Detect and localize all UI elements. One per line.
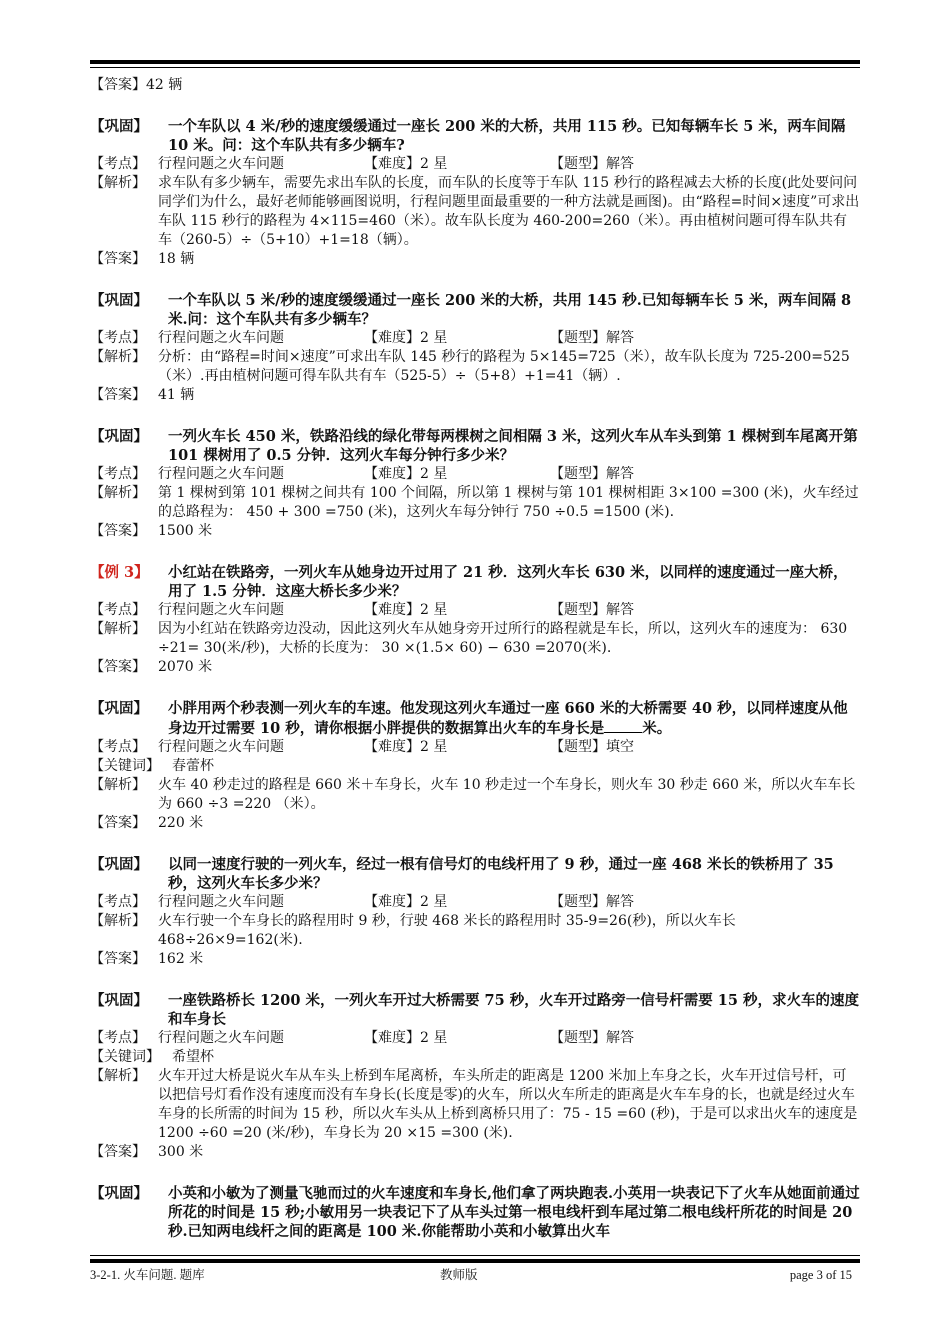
gonggu-tag: 【巩固】 <box>90 118 148 135</box>
answer-row: 【答案】 41 辆 <box>90 387 195 403</box>
footer-left: 3-2-1. 火车问题. 题库 <box>90 1268 205 1282</box>
question-3: 【巩固】 一列火车长 450 米，铁路沿线的绿化带每两棵树之间相隔 3 米，这列火车从车头到第 1 棵树到车尾离开第 101 棵树用了 0.5 分钟．这列火车每分钟行多少米？ <box>90 427 860 465</box>
example-3 <box>90 563 860 601</box>
header-rule-thick <box>90 60 860 64</box>
jiexi-row: 【解析】 第 1 棵树到第 101 棵树之间共有 100 个间隔，所以第 1 棵树与第 101 棵树相距 3×100 =300 (米)，火车经过的总路程为： 450 + 300 =750 (米)，这列火车每分钟行 750 ÷0.5 =1500 (米). <box>90 485 859 520</box>
example-tag: 【例 3】 <box>90 564 149 581</box>
meta-row: 【考点】 行程问题之火车问题 【难度】 2 星 【题型】 解答 <box>90 602 634 618</box>
question-8: 【巩固】 小英和小敏为了测量飞驰而过的火车速度和车身长,他们拿了两块跑表.小英用一块表记下了火车从她面前通过所花的时间是 15 秒;小敏用另一块表记下了从车头过第一根电线杆到车尾过第二根电线杆所花的时间是 20 秒.已知两电线杆之间的距离是 100 米.你能帮助小英和小敏算出火车 <box>90 1185 860 1240</box>
question-text: 小英和小敏为了测量飞驰而过的火车速度和车身长,他们拿了两块跑表.小英用一块表记下了火车从她面前通过所花的时间是 15 秒;小敏用另一块表记下了从车头过第一根电线杆到车尾过第二根电线杆所花的时间是 20 秒.已知两电线杆之间的距离是 100 米.你能帮助小英和小敏算出火车 <box>168 1185 860 1240</box>
footer-rule-thin <box>90 1255 860 1256</box>
footer-rule-thick <box>90 1259 860 1263</box>
jiexi-row: 【解析】 火车行驶一个车身长的路程用时 9 秒，行驶 468 米长的路程用时 35-9=26(秒)，所以火车长 468÷26×9=162(米). <box>90 913 736 948</box>
question-text: 一列火车长 450 米，铁路沿线的绿化带每两棵树之间相隔 3 米，这列火车从车头到第 1 棵树到车尾离开第 101 棵树用了 0.5 分钟．这列火车每分钟行多少米？ <box>168 428 858 464</box>
keyword-row: 【关键词】 希望杯 <box>90 1049 214 1065</box>
answer-row: 【答案】 300 米 <box>90 1144 204 1160</box>
jiexi-text: 求车队有多少辆车，需要先求出车队的长度，而车队的长度等于车队 115 秒行的路程减去大桥的长度(此处要问问同学们为什么，最好老师能够画图说明，行程问题里面最重要的一种方法就是画图)。由“路程=时间×速度”可求出车队 115 秒行的路程为 4×115=460（米）。故车队长度为 460-200=260（米）。再由植树问题可得车队共有车（260-5）÷（5+10）+1=18（辆）。 <box>158 175 860 248</box>
jiexi-row: 【解析】 火车 40 秒走过的路程是 660 米＋车身长，火车 10 秒走过一个车身长，则火车 30 秒走 660 米，所以火车车长为 660 ÷3 =220 （米）。 <box>90 777 856 812</box>
answer-row: 【答案】 18 辆 <box>90 250 860 269</box>
footer-center: 教师版 <box>440 1268 478 1282</box>
nandu-value: 2 星 <box>420 156 448 172</box>
question-text: 以同一速度行驶的一列火车，经过一根有信号灯的电线杆用了 9 秒，通过一座 468 米长的铁桥用了 35 秒，这列火车长多少米？ <box>168 856 834 892</box>
fill-blank <box>604 718 642 733</box>
page-number: page 3 of 15 <box>789 1268 852 1282</box>
question-6: 【巩固】 以同一速度行驶的一列火车，经过一根有信号灯的电线杆用了 9 秒，通过一座 468 米长的铁桥用了 35 秒，这列火车长多少米？ <box>90 855 860 893</box>
meta-row: 【考点】 行程问题之火车问题 【难度】 2 星 【题型】 解答 <box>90 1030 634 1046</box>
answer-row: 【答案】 220 米 <box>90 815 204 831</box>
content <box>90 76 860 1241</box>
answer-row: 【答案】 2070 米 <box>90 659 213 675</box>
header-rule-thin <box>90 67 860 68</box>
jiexi-row: 【解析】 求车队有多少辆车，需要先求出车队的长度，而车队的长度等于车队 115 秒行的路程减去大桥的长度(此处要问问同学们为什么，最好老师能够画图说明，行程问题里面最重要的一种方法就是画图)。由“路程=时间×速度”可求出车队 115 秒行的路程为 4×115=460（米）。故车队长度为 460-200=260（米）。再由植树问题可得车队共有车（260-5）÷（5+10）+1=18（辆）。 <box>90 175 860 248</box>
question-text: 小红站在铁路旁，一列火车从她身边开过用了 21 秒．这列火车长 630 米，以同样的速度通过一座大桥，用了 1.5 分钟．这座大桥长多少米？ <box>168 564 848 600</box>
keyword-row: 【关键词】 春蕾杯 <box>90 758 214 774</box>
question-text: 一个车队以 4 米/秒的速度缓缓通过一座长 200 米的大桥，共用 115 秒。已知每辆车长 5 米，两车间隔 10 米。问：这个车队共有多少辆车? <box>168 118 846 154</box>
answer-row: 【答案】 162 米 <box>90 951 204 967</box>
meta-row: 【考点】 行程问题之火车问题 【难度】 2 星 【题型】 解答 <box>90 466 634 482</box>
question-2: 【巩固】 一个车队以 5 米/秒的速度缓缓通过一座长 200 米的大桥，共用 145 秒.已知每辆车长 5 米，两车间隔 8 米.问：这个车队共有多少辆车？ <box>90 291 860 329</box>
answer-text: 18 辆 <box>158 251 195 267</box>
tixing-value: 解答 <box>606 156 634 172</box>
meta-row: 【考点】 行程问题之火车问题 【难度】 2 星 【题型】 解答 <box>90 330 634 346</box>
question-text: 一座铁路桥长 1200 米，一列火车开过大桥需要 75 秒，火车开过路旁一信号杆需要 15 秒，求火车的速度和车身长 <box>168 992 859 1028</box>
meta-row: 【考点】 行程问题之火车问题 【难度】 2 星 【题型】 解答 <box>90 894 634 910</box>
answer-top: 【答案】42 辆 <box>90 77 183 93</box>
question-7: 【巩固】 一座铁路桥长 1200 米，一列火车开过大桥需要 75 秒，火车开过路旁一信号杆需要 15 秒，求火车的速度和车身长 <box>90 992 859 1028</box>
jiexi-row: 【解析】 火车开过大桥是说火车从车头上桥到车尾离桥，车头所走的距离是 1200 米加上车身之长，火车开过信号杆，可以把信号灯看作没有速度而没有车身长(长度是零)的火车，所以火车所走的距离是火车车身的长，也就是经过火车车身的长所需的时间为 15 秒，所以火车头从上桥到离桥只用了：75 - 15 =60 (秒)，于是可以求出火车的速度是 1200 ÷60 =20 (米/秒)，车身长为 20 ×15 =300 (米). <box>90 1068 858 1141</box>
answer-row: 【答案】 1500 米 <box>90 523 213 539</box>
jiexi-row: 【解析】 因为小红站在铁路旁边没动，因此这列火车从她身旁开过所行的路程就是车长，所以，这列火车的速度为： 630 ÷21= 30(米/秒)，大桥的长度为： 30 ×(1.5× 60) − 630 =2070(米). <box>90 621 848 656</box>
question-1 <box>90 117 860 155</box>
question-text: 小胖用两个秒表测一列火车的车速。他发现这列火车通过一座 660 米的大桥需要 40 秒，以同样速度从他身边开过需要 10 秒，请你根据小胖提供的数据算出火车的车身长是 米。 <box>168 700 848 737</box>
jiexi-row: 【解析】 分析：由“路程=时间×速度”可求出车队 145 秒行的路程为 5×145=725（米），故车队长度为 725-200=525（米）.再由植树问题可得车队共有车（525-5）÷（5+8）+1=41（辆）. <box>90 349 850 384</box>
meta-row: 【考点】 行程问题之火车问题 【难度】 2 星 【题型】 解答 <box>90 156 634 172</box>
kaodian-value: 行程问题之火车问题 <box>158 156 284 172</box>
question-5: 【巩固】 小胖用两个秒表测一列火车的车速。他发现这列火车通过一座 660 米的大桥需要 40 秒，以同样速度从他身边开过需要 10 秒，请你根据小胖提供的数据算出火车的车身长是 米。 <box>90 699 860 738</box>
meta-row: 【考点】 行程问题之火车问题 【难度】 2 星 【题型】 填空 <box>90 739 634 755</box>
question-text: 一个车队以 5 米/秒的速度缓缓通过一座长 200 米的大桥，共用 145 秒.已知每辆车长 5 米，两车间隔 8 米.问：这个车队共有多少辆车？ <box>168 292 852 328</box>
